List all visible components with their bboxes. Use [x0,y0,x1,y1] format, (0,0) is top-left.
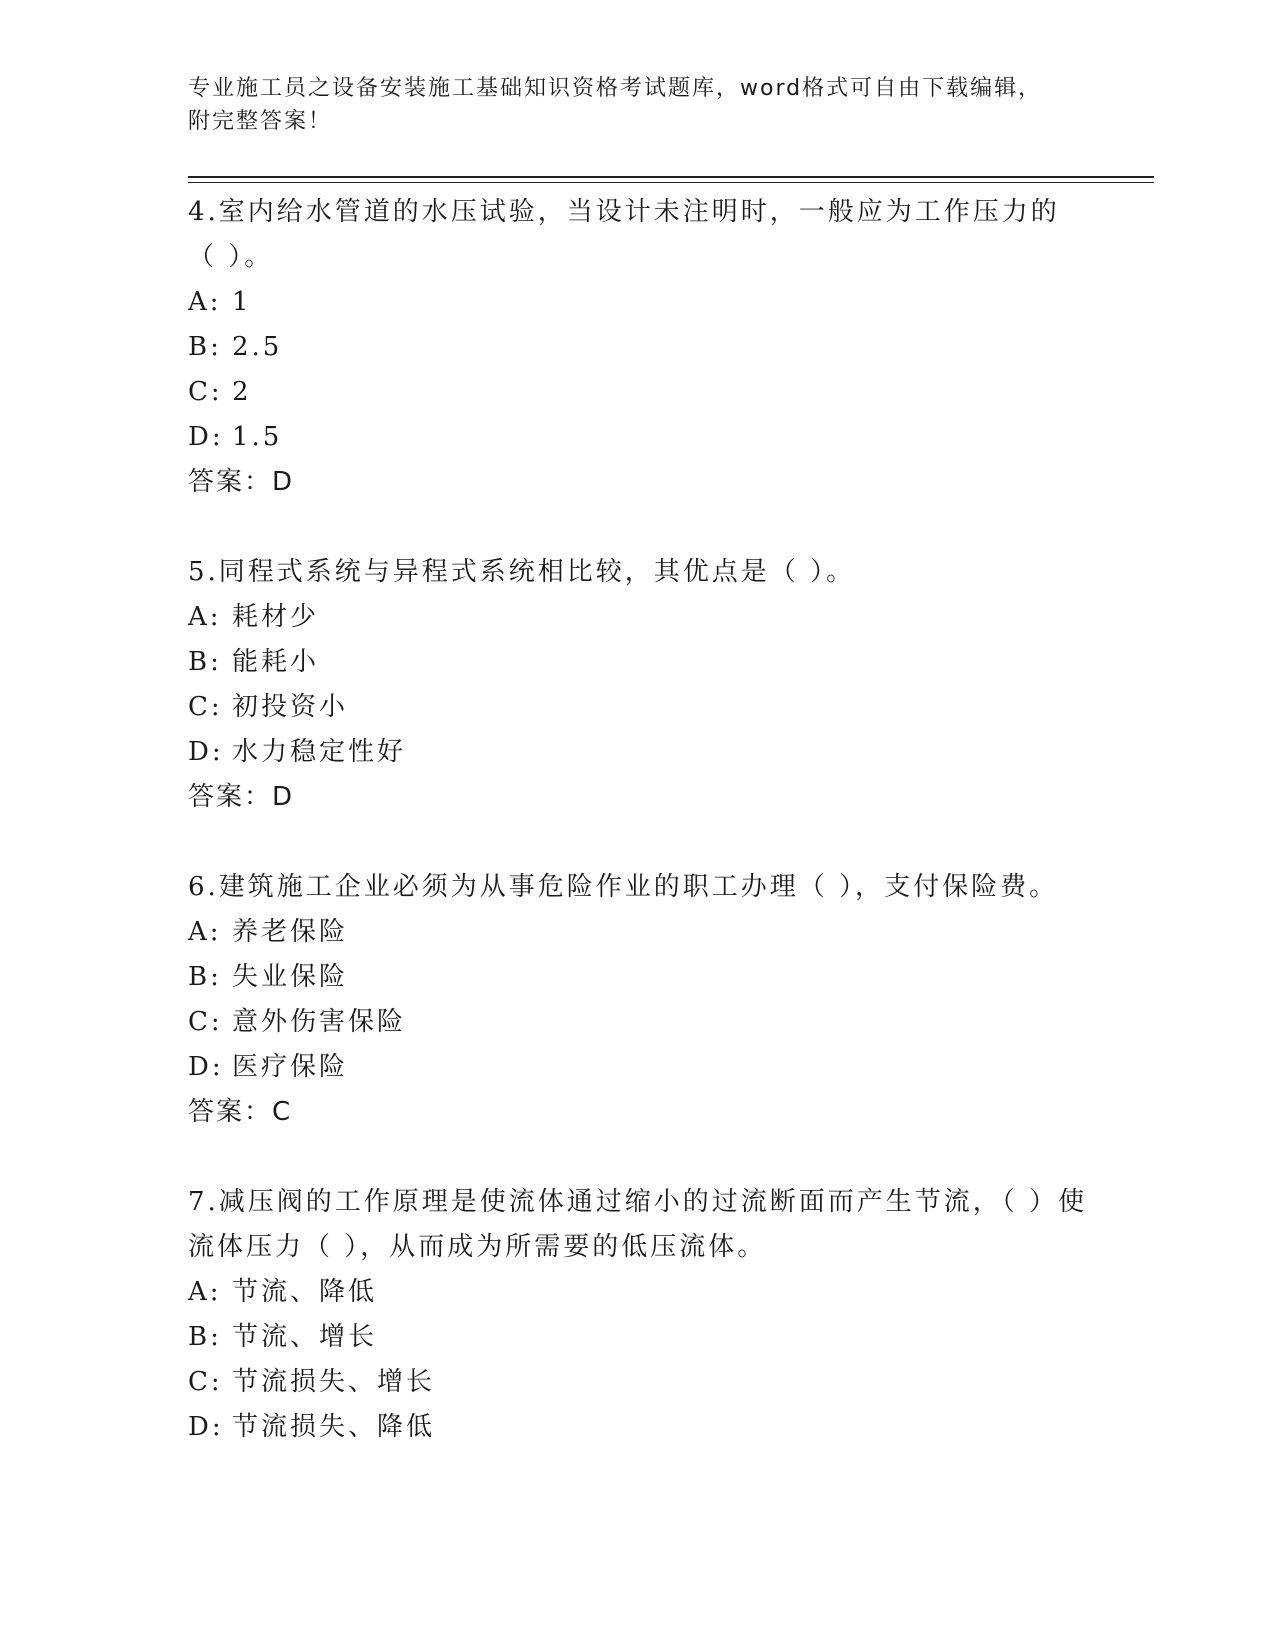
answer-text: 答案：C [188,1097,293,1127]
option-value: 2.5 [232,332,283,362]
option-value: 耗材少 [232,602,320,632]
option-c [188,685,1088,730]
header-divider-thick [188,176,1154,178]
option-value: 初投资小 [232,692,349,722]
header-divider-thin [188,182,1154,183]
option-key: C: [188,377,223,407]
option-value: 养老保险 [232,917,349,947]
option-d [188,730,1088,775]
option-key: A: [188,917,222,947]
option-value: 2 [232,377,252,407]
option-b [188,325,1088,370]
option-d [188,1045,1088,1090]
option-key: B: [188,962,222,992]
option-key: D: [188,422,224,452]
option-b [188,640,1088,685]
option-key: C: [188,1367,223,1397]
question-text: 5.同程式系统与异程式系统相比较，其优点是（ ）。 [188,557,856,587]
option-value: 1 [232,287,252,317]
option-key: B: [188,1322,222,1352]
option-b [188,955,1088,1000]
question-text: 4.室内给水管道的水压试验，当设计未注明时，一般应为工作压力的（ ）。 [188,197,1060,272]
option-d [188,1405,1088,1450]
header-line-1: 专业施工员之设备安装施工基础知识资格考试题库，word格式可自由下载编辑， [188,76,1043,101]
option-key: A: [188,1277,222,1307]
question-7 [188,1180,1088,1450]
option-value: 1.5 [232,422,283,452]
option-key: D: [188,737,224,767]
answer-text: 答案：D [188,467,295,497]
option-c [188,1360,1088,1405]
option-value: 失业保险 [232,962,349,992]
option-value: 医疗保险 [232,1052,349,1082]
option-key: A: [188,602,222,632]
answer-text: 答案：D [188,782,295,812]
option-key: D: [188,1412,224,1442]
header-line-2: 附完整答案！ [188,109,333,134]
option-key: B: [188,332,222,362]
option-a [188,595,1088,640]
option-key: C: [188,1007,223,1037]
option-key: D: [188,1052,224,1082]
option-a [188,280,1088,325]
option-value: 节流、降低 [232,1277,378,1307]
option-key: C: [188,692,223,722]
option-c [188,370,1088,415]
question-list [188,190,1088,1450]
option-value: 节流损失、增长 [232,1367,436,1397]
option-key: B: [188,647,222,677]
option-c [188,1000,1088,1045]
option-value: 水力稳定性好 [232,737,407,767]
option-value: 节流、增长 [232,1322,378,1352]
option-value: 节流损失、降低 [232,1412,436,1442]
option-key: A: [188,287,222,317]
question-4 [188,190,1088,505]
option-a [188,1270,1088,1315]
question-text: 7.减压阀的工作原理是使流体通过缩小的过流断面而产生节流，（ ）使流体压力（ ），从而成为所需要的低压流体。 [188,1187,1088,1262]
option-value: 意外伤害保险 [232,1007,407,1037]
question-5 [188,550,1088,820]
option-value: 能耗小 [232,647,320,677]
option-b [188,1315,1088,1360]
option-a [188,910,1088,955]
question-text: 6.建筑施工企业必须为从事危险作业的职工办理（ ），支付保险费。 [188,872,1059,902]
document-header [188,72,1088,138]
option-d [188,415,1088,460]
question-6 [188,865,1088,1135]
